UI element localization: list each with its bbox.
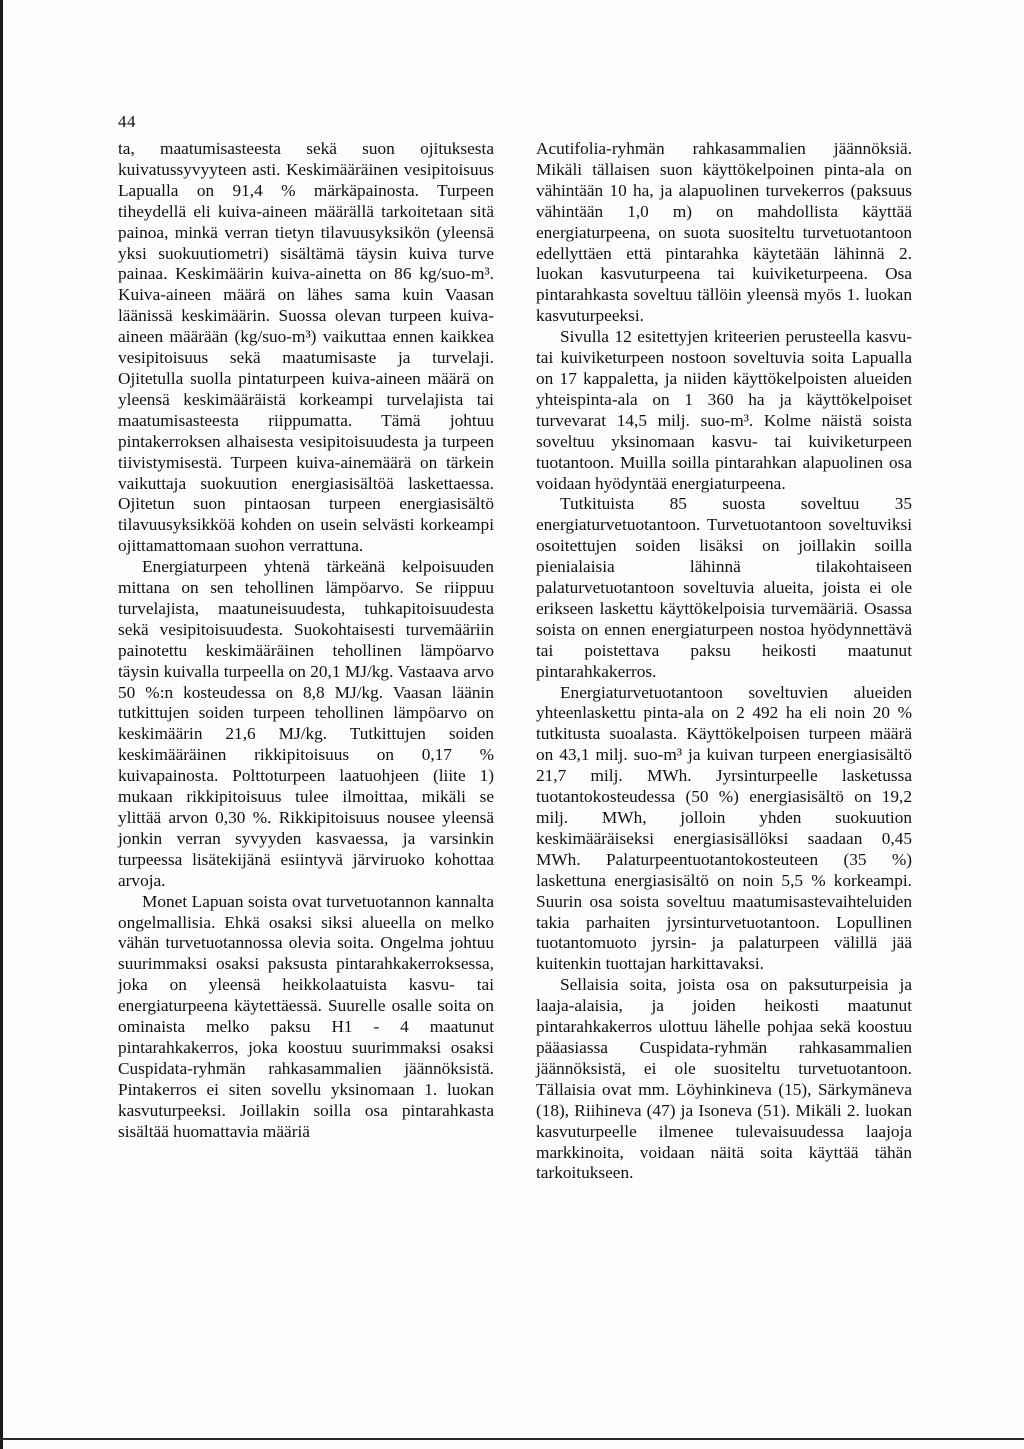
paragraph: Sivulla 12 esitettyjen kriteerien perusteella kasvu- tai kuiviketurpeen nostoon soveltuvia soita Lapualla on 17 kappaletta, ja niiden käyttökelpoisten alueiden yhteispinta-ala on 1 360 ha ja käyttökelpoiset turvevarat 14,5 milj. suo-m³. Kolme näistä soista soveltuu yksinomaan kasvu- tai kuiviketurpeen tuotantoon. Muilla soilla pintarahkan alapuolinen osa voidaan hyödyntää energiaturpeena. xyxy=(536,327,912,493)
scan-edge-left xyxy=(0,0,3,1449)
paragraph: Acutifolia-ryhmän rahkasammalien jäännöksiä. Mikäli tällaisen suon käyttökelpoinen pinta-ala on vähintään 10 ha, ja alapuolinen turvekerros (paksuus vähintään 1,0 m) on mahdollista käyttää energiaturpeena, on suota suositeltu turvetuotantoon edellyttäen että pintarahka käytetään lähinnä 2. luokan kasvuturpeena tai kuiviketurpeena. Osa pintarahkasta soveltuu tällöin yleensä myös 1. luokan kasvuturpeeksi. xyxy=(536,139,912,326)
paragraph: Energiaturpeen yhtenä tärkeänä kelpoisuuden mittana on sen tehollinen lämpöarvo. Se riippuu turvelajista, maatuneisuudesta, tuhkapitoisuudesta sekä vesipitoisuudesta. Suokohtaisesti turvemääriin painotettu keskimääräinen tehollinen lämpöarvo täysin kuivalla turpeella on 20,1 MJ/kg. Vastaava arvo 50 %:n kosteudessa on 8,8 MJ/kg. Vaasan läänin tutkittujen soiden turpeen tehollinen lämpöarvo on keskimäärin 21,6 MJ/kg. Tutkittujen soiden keskimääräinen rikkipitoisuus on 0,17 % kuivapainosta. Polttoturpeen laatuohjeen (liite 1) mukaan rikkipitoisuus tulee ilmoittaa, mikäli se ylittää arvon 0,30 %. Rikkipitoisuus nousee yleensä jonkin verran syvyyden kasvaessa, ja varsinkin turpeessa lisätekijänä esiintyvä järviruoko kohottaa arvoja. xyxy=(118,557,494,890)
paragraph: Energiaturvetuotantoon soveltuvien alueiden yhteenlaskettu pinta-ala on 2 492 ha eli noin 20 % tutkitusta suoalasta. Käyttökelpoisen turpeen määrä on 43,1 milj. suo-m³ ja kuivan turpeen energiasisältö 21,7 milj. MWh. Jyrsinturpeelle lasketussa tuotantokosteudessa (50 %) energiasisältö on 19,2 milj. MWh, jolloin yhden suokuution keskimääräiseksi energiasisällöksi saadaan 0,45 MWh. Palaturpeentuotantokosteuteen (35 %) laskettuna energiasisältö on noin 5,5 % korkeampi. Suurin osa soista soveltuu maatumisastevaihteluiden takia parhaiten jyrsinturvetuotantoon. Lopullinen tuotantomuoto jyrsin- ja palaturpeen välillä jää kuitenkin tuottajan harkittavaksi. xyxy=(536,682,912,974)
paragraph: ta, maatumisasteesta sekä suon ojituksesta kuivatussyvyyteen asti. Keskimääräinen vesipitoisuus Lapualla on 91,4 % märkäpainosta. Turpeen tiheydellä eli kuiva-aineen määrällä tarkoitetaan sitä painoa, minkä verran tietyn tilavuusyksikön (yleensä yksi suokuutiometri) sisältämä täysin kuiva turve painaa. Keskimäärin kuiva-ainetta on 86 kg/suo-m³. Kuiva-aineen määrä on lähes sama kuin Vaasan läänissä keskimäärin. Suossa olevan turpeen kuiva-aineen määrään (kg/suo-m³) vaikuttaa ennen kaikkea vesipitoisuus sekä maatumisaste ja turvelaji. Ojitetulla suolla pintaturpeen kuiva-aineen määrä on yleensä keskimääräistä korkeampi turvelajista tai maatumisasteesta riippumatta. Tämä johtuu pintakerroksen alhaisesta vesipitoisuudesta ja turpeen tiivistymisestä. Turpeen kuiva-ainemäärä on tärkein vaikuttaja suokuution energiasisältöä laskettaessa. Ojitetun suon pintaosan turpeen energiasisältö tilavuusyksikköä kohden on usein selvästi korkeampi ojittamattomaan suohon verrattuna. xyxy=(118,139,494,556)
scan-edge-bottom xyxy=(0,1438,1024,1440)
paragraph: Monet Lapuan soista ovat turvetuotannon kannalta ongelmallisia. Ehkä osaksi siksi alueella on melko vähän turvetuotannossa olevia soita. Ongelma johtuu suurimmaksi osaksi paksusta pintarahkakerroksessa, joka on yleensä heikkolaatuista kasvu- tai energiaturpeena käytettäessä. Suurelle osalle soita on ominaista melko paksu H1 - 4 maatunut pintarahkakerros, joka koostuu suurimmaksi osaksi Cuspidata-ryhmän rahkasammalien jäännöksistä. Pintakerros ei siten sovellu yksinomaan 1. luokan kasvuturpeeksi. Joillakin soilla osa pintarahkasta sisältää huomattavia määriä xyxy=(118,891,494,1141)
paragraph: Tutkituista 85 suosta soveltuu 35 energiaturvetuotantoon. Turvetuotantoon soveltuviksi osoitettujen soiden lisäksi on joillakin soilla pienialaisia lähinnä tilakohtaiseen palaturvetuotantoon soveltuvia alueita, joista ei ole erikseen laskettu käyttökelpoisia turvemääriä. Osassa soista on ennen energiaturpeen nostoa hyödynnettävä tai poistettava paksu heikosti maatunut pintarahkakerros. xyxy=(536,494,912,681)
page-number: 44 xyxy=(118,112,136,131)
right-column xyxy=(536,139,912,1184)
paragraph: Sellaisia soita, joista osa on paksuturpeisia ja laaja-alaisia, ja joiden heikosti maatunut pintarahkakerros ulottuu lähelle pohjaa sekä koostuu pääasiassa Cuspidata-ryhmän rahkasammalien jäännöksistä, ei ole suositeltu turvetuotantoon. Tällaisia ovat mm. Löyhinkineva (15), Särkymäneva (18), Riihineva (47) ja Isoneva (51). Mikäli 2. luokan kasvuturpeelle ilmenee tulevaisuudessa laajoja markkinoita, voidaan näitä soita käyttää tähän tarkoitukseen. xyxy=(536,975,912,1183)
left-column xyxy=(118,139,494,1143)
